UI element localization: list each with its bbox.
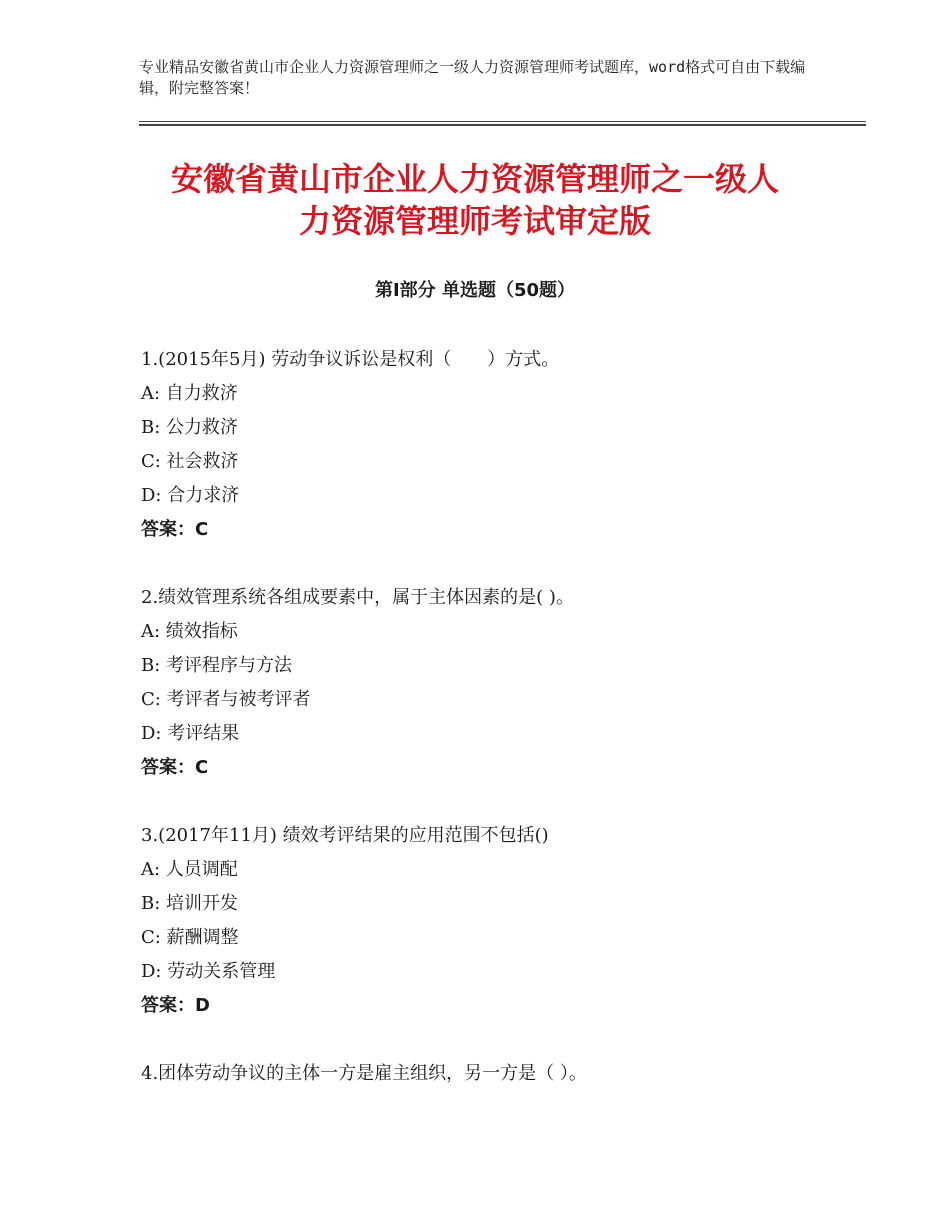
- option-a: A: 自力救济: [141, 383, 238, 404]
- header-divider: [139, 121, 866, 122]
- option-c: C: 社会救济: [141, 451, 239, 472]
- header-divider-thick: [139, 124, 866, 126]
- title-line-1: 安徽省黄山市企业人力资源管理师之一级人: [170, 160, 779, 198]
- option-a: A: 人员调配: [141, 859, 238, 880]
- question-3: [141, 819, 871, 1023]
- answer: 答案：C: [141, 519, 209, 540]
- header-note: 专业精品安徽省黄山市企业人力资源管理师之一级人力资源管理师考试题库，word格式可自由下载编辑，附完整答案！: [139, 58, 806, 97]
- option-b: B: 培训开发: [141, 893, 239, 914]
- answer: 答案：D: [141, 995, 210, 1016]
- option-d: D: 合力求济: [141, 485, 240, 506]
- question-text: 4.团体劳动争议的主体一方是雇主组织，另一方是（ ）。: [141, 1063, 587, 1084]
- question-text: 1.(2015年5月) 劳动争议诉讼是权利（ ）方式。: [141, 349, 560, 370]
- option-c: C: 考评者与被考评者: [141, 689, 311, 710]
- question-4: [141, 1057, 871, 1091]
- option-d: D: 考评结果: [141, 723, 240, 744]
- question-2: [141, 581, 871, 785]
- document-title: [100, 158, 850, 242]
- question-list: [141, 343, 871, 1125]
- answer: 答案：C: [141, 757, 209, 778]
- option-c: C: 薪酬调整: [141, 927, 239, 948]
- option-a: A: 绩效指标: [141, 621, 238, 642]
- title-line-2: 力资源管理师考试审定版: [298, 202, 651, 240]
- question-text: 3.(2017年11月) 绩效考评结果的应用范围不包括(): [141, 825, 549, 846]
- section-title: 第Ⅰ部分 单选题（50题）: [374, 280, 575, 301]
- option-b: B: 考评程序与方法: [141, 655, 293, 676]
- question-text: 2.绩效管理系统各组成要素中，属于主体因素的是( )。: [141, 587, 574, 608]
- option-b: B: 公力救济: [141, 417, 239, 438]
- option-d: D: 劳动关系管理: [141, 961, 276, 982]
- question-1: [141, 343, 871, 547]
